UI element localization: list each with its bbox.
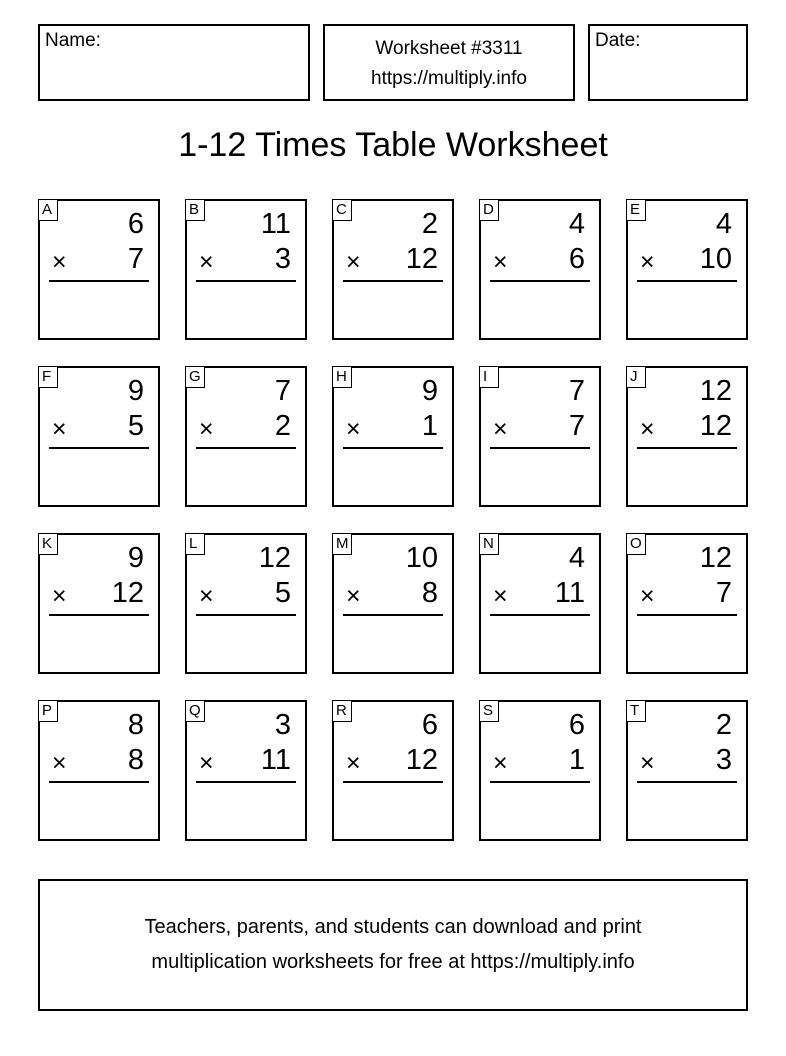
problem-letter: B — [185, 199, 205, 221]
problem-card — [479, 700, 601, 841]
problem-bottom-number: 2 — [274, 410, 291, 442]
answer-line — [196, 447, 296, 449]
problem-card — [332, 199, 454, 340]
problem-bottom-number: 5 — [274, 577, 291, 609]
problem-top-number: 4 — [568, 208, 585, 240]
answer-line — [343, 614, 443, 616]
problem-letter: P — [38, 700, 58, 722]
footer-box — [38, 879, 748, 1011]
multiply-sign: × — [52, 582, 67, 610]
problem-bottom-number: 12 — [405, 243, 438, 275]
problem-letter: A — [38, 199, 58, 221]
answer-line — [49, 614, 149, 616]
problem-bottom-number: 5 — [127, 410, 144, 442]
problem-top-number: 4 — [715, 208, 732, 240]
problem-letter: D — [479, 199, 499, 221]
problem-bottom-number: 12 — [699, 410, 732, 442]
problem-top-number: 7 — [274, 375, 291, 407]
problem-top-number: 11 — [260, 208, 291, 240]
problem-letter: J — [626, 366, 646, 388]
problem-bottom-number: 3 — [715, 744, 732, 776]
answer-line — [637, 447, 737, 449]
problem-card — [332, 533, 454, 674]
problem-card — [626, 366, 748, 507]
problem-top-number: 6 — [568, 709, 585, 741]
problem-letter: S — [479, 700, 499, 722]
problem-card — [626, 700, 748, 841]
worksheet-number: Worksheet #3311 — [375, 38, 523, 59]
problem-bottom-number: 7 — [127, 243, 144, 275]
worksheet-url: https://multiply.info — [371, 68, 527, 89]
problem-card — [185, 700, 307, 841]
problem-bottom-number: 7 — [568, 410, 585, 442]
problem-top-number: 8 — [127, 709, 144, 741]
problem-bottom-number: 3 — [274, 243, 291, 275]
problem-letter: I — [479, 366, 499, 388]
problem-letter: R — [332, 700, 352, 722]
problem-card — [185, 199, 307, 340]
answer-line — [196, 280, 296, 282]
multiply-sign: × — [199, 749, 214, 777]
problem-bottom-number: 7 — [715, 577, 732, 609]
problem-card — [38, 366, 160, 507]
answer-line — [196, 614, 296, 616]
problem-bottom-number: 8 — [421, 577, 438, 609]
problem-card — [38, 533, 160, 674]
problem-letter: E — [626, 199, 646, 221]
multiply-sign: × — [640, 749, 655, 777]
problem-letter: M — [332, 533, 352, 555]
multiply-sign: × — [493, 248, 508, 276]
problem-card — [185, 366, 307, 507]
problem-top-number: 9 — [127, 375, 144, 407]
answer-line — [637, 781, 737, 783]
problem-card — [479, 199, 601, 340]
answer-line — [637, 280, 737, 282]
problem-top-number: 12 — [699, 375, 732, 407]
problem-bottom-number: 11 — [260, 744, 291, 776]
multiply-sign: × — [52, 749, 67, 777]
problem-letter: Q — [185, 700, 205, 722]
answer-line — [343, 447, 443, 449]
problem-top-number: 9 — [127, 542, 144, 574]
problem-letter: O — [626, 533, 646, 555]
name-label: Name: — [45, 30, 101, 51]
problem-top-number: 2 — [715, 709, 732, 741]
multiply-sign: × — [640, 582, 655, 610]
problem-top-number: 7 — [568, 375, 585, 407]
multiply-sign: × — [199, 248, 214, 276]
footer-line-2: multiplication worksheets for free at https://multiply.info — [151, 951, 635, 973]
problem-bottom-number: 11 — [554, 577, 585, 609]
problem-top-number: 10 — [405, 542, 438, 574]
answer-line — [49, 447, 149, 449]
problem-card — [332, 366, 454, 507]
problem-top-number: 6 — [421, 709, 438, 741]
problem-card — [479, 366, 601, 507]
multiply-sign: × — [346, 749, 361, 777]
problem-top-number: 12 — [258, 542, 291, 574]
multiply-sign: × — [346, 248, 361, 276]
problem-top-number: 12 — [699, 542, 732, 574]
multiply-sign: × — [199, 582, 214, 610]
multiply-sign: × — [493, 582, 508, 610]
problem-card — [479, 533, 601, 674]
problem-bottom-number: 10 — [699, 243, 732, 275]
problem-letter: H — [332, 366, 352, 388]
date-label: Date: — [595, 30, 641, 51]
problem-bottom-number: 8 — [127, 744, 144, 776]
problem-bottom-number: 1 — [568, 744, 585, 776]
multiply-sign: × — [640, 248, 655, 276]
problem-letter: G — [185, 366, 205, 388]
date-field-box — [588, 24, 748, 101]
problem-bottom-number: 6 — [568, 243, 585, 275]
problem-top-number: 6 — [127, 208, 144, 240]
problem-card — [626, 533, 748, 674]
answer-line — [637, 614, 737, 616]
problem-top-number: 3 — [274, 709, 291, 741]
problem-card — [626, 199, 748, 340]
problem-card — [332, 700, 454, 841]
answer-line — [490, 447, 590, 449]
problem-bottom-number: 12 — [111, 577, 144, 609]
answer-line — [343, 781, 443, 783]
name-field-box — [38, 24, 310, 101]
problem-bottom-number: 12 — [405, 744, 438, 776]
multiply-sign: × — [493, 749, 508, 777]
problem-letter: L — [185, 533, 205, 555]
multiply-sign: × — [199, 415, 214, 443]
multiply-sign: × — [493, 415, 508, 443]
answer-line — [49, 781, 149, 783]
multiply-sign: × — [52, 248, 67, 276]
problem-top-number: 2 — [421, 208, 438, 240]
problem-letter: T — [626, 700, 646, 722]
page-title: 1-12 Times Table Worksheet — [178, 126, 608, 164]
problem-letter: C — [332, 199, 352, 221]
problem-letter: F — [38, 366, 58, 388]
footer-line-1: Teachers, parents, and students can download and print — [144, 916, 642, 938]
answer-line — [343, 280, 443, 282]
answer-line — [490, 280, 590, 282]
problem-top-number: 4 — [568, 542, 585, 574]
problem-bottom-number: 1 — [421, 410, 438, 442]
multiply-sign: × — [346, 582, 361, 610]
answer-line — [49, 280, 149, 282]
problem-card — [38, 199, 160, 340]
worksheet-info-box — [323, 24, 575, 101]
multiply-sign: × — [52, 415, 67, 443]
problem-letter: N — [479, 533, 499, 555]
answer-line — [490, 781, 590, 783]
problem-card — [185, 533, 307, 674]
answer-line — [490, 614, 590, 616]
multiply-sign: × — [346, 415, 361, 443]
answer-line — [196, 781, 296, 783]
problem-top-number: 9 — [421, 375, 438, 407]
problem-letter: K — [38, 533, 58, 555]
problem-card — [38, 700, 160, 841]
multiply-sign: × — [640, 415, 655, 443]
